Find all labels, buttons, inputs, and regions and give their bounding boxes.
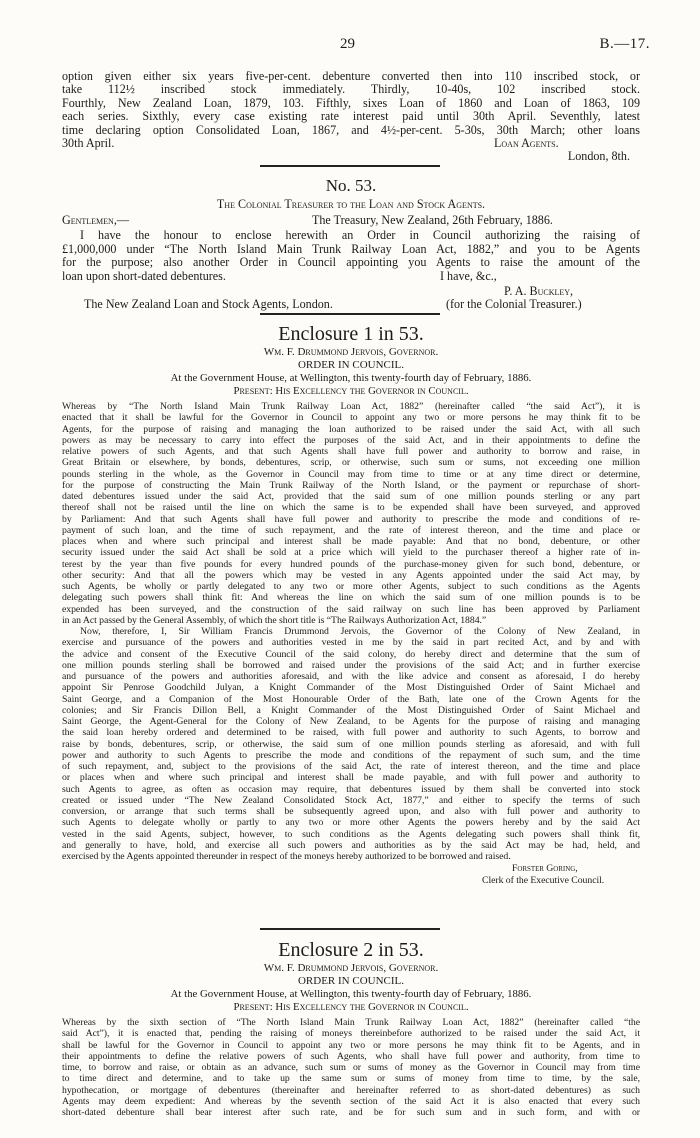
- body-line: vested in the said Agents, subject, however, to such conditions as the Agents delegating such powers shall think fit,: [62, 828, 640, 840]
- body-line: raise by bonds, debentures, scrip, or otherwise, the said sum of one million pounds sterling as aforesaid, and with full: [62, 738, 640, 750]
- body-line: and generally to have, hold, and exercise all such powers and authorities as by the said Act may be had, held, and: [62, 839, 640, 851]
- body-line: short-dated debenture shall bear interest after such rate, and be for such sum and in such form, and with or: [62, 1107, 640, 1118]
- enclosure-title: Enclosure 1 in 53.: [278, 323, 424, 345]
- intro-line: option given either six years five-per-cent. debenture converted then into 110 inscribed stock, or: [62, 69, 640, 83]
- body-line: Whereas by the sixth section of “The North Island Main Trunk Railway Loan Act, 1882” (hereinafter called “the: [62, 1017, 640, 1028]
- letter-line: I have the honour to enclose herewith an Order in Council authorizing the raising of: [80, 228, 640, 243]
- body-line: such Agents to delegate wholly or partly to any two or more other Agents the powers hereby and by the said Act: [62, 817, 640, 829]
- body-line: terest by the year than five pounds for every hundred pounds of the purchase-money given for such bond, debenture, or: [62, 558, 640, 570]
- enclosure-present-line: Present: His Excellency the Governor in Council.: [233, 385, 469, 397]
- enclosure-present-line: Present: His Excellency the Governor in Council.: [233, 1001, 469, 1013]
- body-line: Agents may deem expedient: And whereas by the seventh section of the said Act it is also enacted that every such: [62, 1095, 640, 1107]
- enclosure-2: [62, 938, 640, 1118]
- body-line: payment of such loan, and the time of such repayment, and the rate of interest thereon, and the time and place or: [62, 524, 640, 536]
- body-line: of such repayment, and, subject to the provisions of the said Act, the rate of interest thereon, and the time and place: [62, 761, 640, 772]
- body-line: the advice and consent of the Executive Council of the said colony, do hereby direct and determine that the sum of: [62, 648, 640, 660]
- letter-no-53: [62, 176, 640, 313]
- body-line: and pursuance of the powers and authorities aforesaid, and with the like advice and consent as aforesaid, I do hereby: [62, 671, 640, 682]
- intro-line: each series. Sixthly, every case existing rate interest paid until 30th April. Seventhly, latest: [62, 109, 640, 124]
- letter-for-line: (for the Colonial Treasurer.): [446, 297, 582, 312]
- enclosure-body: [62, 1017, 640, 1118]
- intro-line: take 112½ inscribed stock immediately. Thirdly, 10-40s, 102 inscribed stock.: [62, 82, 640, 97]
- body-line: Great Britain or elsewhere, by bonds, debentures, scrip, or otherwise, such sum or sums, not exceeding one million: [62, 457, 640, 469]
- enclosure-order-heading: ORDER IN COUNCIL.: [297, 975, 405, 987]
- page-header: [0, 36, 700, 56]
- body-line: Saint George, and a Companion of the Most Honourable Order of the Bath, late one of the Crown Agents for the: [62, 693, 640, 705]
- body-line: shall be lawful for the Governor in Council to appoint any two or more persons he may think fit to be Agents, and in: [62, 1039, 640, 1051]
- body-line: their appointments to define the relative powers of such Agents, who shall have full power and authority, from time to: [62, 1050, 640, 1062]
- body-line: delegating such powers shall think fit: And whereas the line on which the said sum of one million pounds is to be: [62, 592, 640, 604]
- section-divider: [260, 928, 440, 930]
- body-line: conversion, or arrange that such terms shall be subsequently agreed upon, and also with full power and authority to: [62, 806, 640, 817]
- letter-closing: I have, &c.,: [440, 268, 497, 283]
- body-line: colonies; and Sir Francis Dillon Bell, a Knight Commander of the Most Distinguished Order of Saint Michael and: [62, 704, 640, 716]
- body-line: places when and where such principal and interest shall be made payable: And that no bond, debenture, or other: [62, 536, 640, 547]
- body-line: or places when and where such principal and interest shall be made payable, and with full power and authority to: [62, 772, 640, 784]
- body-line: power and authority to such Agents to prescribe the mode and conditions of the repayment of such sum, and the time: [62, 749, 640, 761]
- intro-place-date: London, 8th.: [567, 149, 630, 164]
- intro-telegram: [62, 70, 640, 164]
- letter-number: No. 53.: [325, 176, 377, 195]
- page-number: 29: [340, 36, 355, 52]
- enclosure-1: [62, 322, 640, 886]
- letter-line: £1,000,000 under “The North Island Main Trunk Railway Loan Act, 1882,” and you to be Agents: [62, 241, 640, 256]
- body-line: other security: And that all the powers which may be vested in any Agents appointed under the said Act may, by: [62, 569, 640, 581]
- letter-subtitle: The Colonial Treasurer to the Loan and Stock Agents.: [216, 197, 486, 211]
- body-line: Agents, for the purpose of raising and managing the loan authorized to be raised under the said Act, with all such: [62, 423, 640, 435]
- enclosure-signer-title: Clerk of the Executive Council.: [482, 874, 605, 886]
- body-line: to time direct and determine, and to take up the same sum or sums of money from time to time, by the sale,: [62, 1073, 640, 1085]
- body-line: dated debentures issued under the said Act, provided that the said sum of one million pounds sterling or any part: [62, 491, 640, 502]
- enclosure-at-line: At the Government House, at Wellington, this twenty-fourth day of February, 1886.: [170, 988, 532, 1000]
- section-divider: [260, 165, 440, 167]
- letter-signature: P. A. Buckley,: [504, 284, 574, 299]
- enclosure-order-heading: ORDER IN COUNCIL.: [297, 359, 405, 371]
- body-line: for the purpose of constructing the Main Trunk Railway of the North Island, or the payment or repurchase of short-: [62, 479, 640, 491]
- body-line: powers as may be necessary to carry into effect the purposes of the said Act, and in their appointments to define the: [62, 434, 640, 446]
- body-line: time, to borrow and raise, or obtain as an advance, such sum or sums of money as the Governor in Council may from time: [62, 1062, 640, 1073]
- body-line: Now, therefore, I, Sir William Francis Drummond Jervois, the Governor of the Colony of New Zealand, in: [80, 626, 640, 637]
- intro-line: time declaring option Consolidated Loan, 1867, and 4½-per-cent. 5-30s, 30th March; other loans: [62, 122, 640, 137]
- enclosure-governor: Wm. F. Drummond Jervois, Governor.: [263, 962, 439, 974]
- enclosure-signer: Forster Goring,: [512, 863, 578, 875]
- body-line: thereof shall not be raised until the line on which the same is to be expended shall have been surveyed, and approved: [62, 502, 640, 514]
- enclosure-at-line: At the Government House, at Wellington, this twenty-fourth day of February, 1886.: [170, 372, 532, 384]
- body-line: security issued under the said Act shall be sold at a price which will yield to the purchaser thereof a higher rate of in-: [62, 547, 640, 559]
- body-line: by Parliament: And that such Agents shall have full power and authority to prescribe the mode and conditions of re-: [62, 513, 640, 525]
- letter-last-line: loan upon short-dated debentures.: [62, 268, 226, 283]
- body-line: relative powers of such Agents, and that such Agents shall have full power and authority to borrow and raise, in: [62, 446, 640, 457]
- body-line: such Agents to agree, as often as occasion may require, that debentures issued by them shall be converted into stock: [62, 783, 640, 795]
- document-reference: B.—17.: [599, 36, 650, 52]
- section-divider: [260, 313, 440, 315]
- enclosure-governor: Wm. F. Drummond Jervois, Governor.: [263, 346, 439, 358]
- body-line: Whereas by “The North Island Main Trunk Railway Loan Act, 1882” (hereinafter called “the said Act”), it is: [62, 401, 640, 412]
- body-line: such Agents, be wholly or partly delegated to any two or more other Agents, subject to such conditions as the Agents: [62, 581, 640, 592]
- intro-last-line: 30th April.: [62, 136, 115, 151]
- body-line: pounds sterling in the whole, as the Governor in Council may from time to time or at any time direct or determine,: [62, 468, 640, 480]
- body-line: enacted that it shall be lawful for the Governor in Council to appoint any two or more persons he may think fit to be: [62, 412, 640, 424]
- body-line: created or issued under “The New Zealand Consolidated Stock Act, 1877,” and either to specify the terms of such: [62, 794, 640, 806]
- body-line: appoint Sir Penrose Goodchild Julyan, a Knight Commander of the Most Distinguished Order of Saint Michael and: [62, 682, 640, 694]
- body-line: one million pounds sterling shall be borrowed and raised under the provisions of the said Act; and in further exercise: [62, 659, 640, 671]
- enclosure-title: Enclosure 2 in 53.: [278, 939, 424, 961]
- body-line: exercised by the Agents appointed thereunder in respect of the moneys hereby authorized to be borrowed and raised.: [62, 851, 511, 862]
- enclosure-body: [62, 401, 640, 886]
- body-line: in an Act passed by the General Assembly, of which the short title is “The Railways Authorization Act, 1884.”: [62, 614, 487, 626]
- body-line: expended has been surveyed, and the construction of the said railway on such line has been approved by Parliament: [62, 603, 640, 615]
- letter-line: for the purpose; also another Order in Council appointing you Agents to raise the amount of the: [62, 255, 640, 270]
- body-line: hypothecation, or mortgage of debentures (thereinafter and hereinafter referred to as short-dated debentures) as such: [62, 1084, 640, 1096]
- letter-addressee: The New Zealand Loan and Stock Agents, London.: [84, 297, 333, 312]
- intro-line: Fourthly, New Zealand Loan, 1879, 103. Fifthly, sixes Loan of 1860 and Loan of 1863, 109: [62, 95, 640, 110]
- body-line: Saint George, the Agent-General for the Colony of New Zealand, to be Agents for the purpose of raising and managing: [62, 716, 640, 727]
- body-line: the said loan hereby ordered and determined to be raised, with full power and authority to such Agents, to borrow and: [62, 727, 640, 739]
- letter-salutation: Gentlemen,—: [62, 213, 129, 228]
- letter-address: The Treasury, New Zealand, 26th February, 1886.: [312, 213, 553, 228]
- intro-signature: Loan Agents.: [494, 136, 559, 151]
- body-line: said Act”), it is enacted that, pending the raising of moneys thereinbefore authorized to be raised under the said Act, it: [62, 1028, 640, 1040]
- body-line: exercise and pursuance of the powers and authorities vested in me by the said in part recited Act, and by and with: [62, 637, 640, 649]
